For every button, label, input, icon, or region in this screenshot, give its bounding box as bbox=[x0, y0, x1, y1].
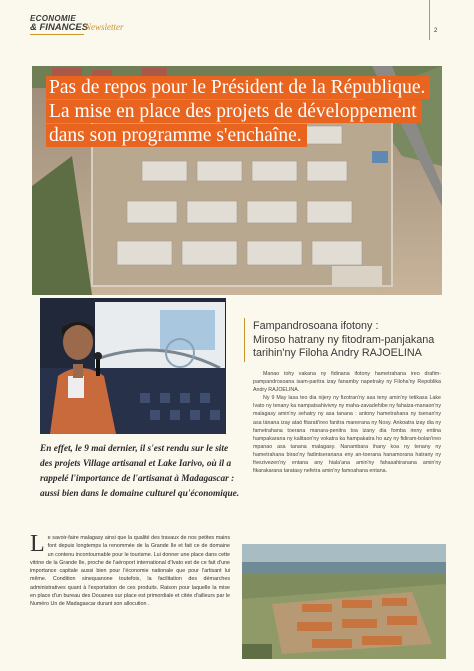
headline-line-1: Pas de repos pour le Président de la République. bbox=[46, 76, 430, 99]
header-divider bbox=[429, 0, 430, 40]
malagasy-title-line-3: tarihin'ny Filoha Andry RAJOELINA bbox=[253, 347, 422, 359]
brand-script: Newsletter bbox=[85, 22, 124, 32]
french-article bbox=[30, 531, 230, 608]
village-aerial-photo bbox=[242, 544, 446, 659]
malagasy-article bbox=[253, 370, 441, 475]
malagasy-paragraph-2: Ny 9 May lasa teo dia nijery ny fizotran'ny asa teny amin'ny tetikasa Lake Ivato ny tenany ka nampatsahivivny ny maha-zavadehibe ny fahaiza-manaon'ny malagasy amin'ny sehatry ny asa tanana : antony hametrahana ny tsenan'ny asa tànana izay ataó fitarati'ireo fanitra manerana ny Nosy. Ankoatra izay dia ny fametrahana toerana manara-penitra toa izany dia fomba ireny entina hampakarana ny kalitaon'ny vokatra ka hampakatra ho azy ny fidiram-bolan'ireo mpanao asa tanana malagasy. Nanambara ihany koa ny tenany ny hametrahana birao'ny fadintseranana eny an-toerana hanamorana hatrany ny fivezivezen'ny entana any hiala'ana amin'ny fahasahiranana amin'ny fikarakarana taratasy nefetra amin'ny famoahana entana. bbox=[253, 395, 441, 475]
french-article-text: e savoir-faire malagasy ainsi que la qualité des travaux de nos petites mains font depuis longtemps la renommée de la Grande Ile et fait ce de domaine un contenu incontournable pour le tourisme. Lui donner une place dans cette vitrine de la Grande Ile, proche de l'aéroport international d'Ivato est de ce fait d'une importance capitale aussi bien pour l'économie nationale que pour l'artisant lui même. Condition sinequanone toutefois, la facilitation des démarches administratives quant à l'exportation de ces produits. Raison pour laquelle la mise en place d'un bureau des Douanes sur place est primordiale et citée d'ailleurs par le Numéro Un de Madagascar durant son allocution . bbox=[30, 535, 230, 607]
headline-line-3: dans son programme s'enchaîne. bbox=[46, 124, 307, 147]
page-number: 2 bbox=[434, 28, 438, 34]
photo-caption: En effet, le 9 mai dernier, il s'est rendu sur le site des projets Village artisanal et Lake Iarivo, où il a rappelé l'importance de l'artisanat à Madagascar : aussi bien dans le domaine culturel qu'économique. bbox=[40, 444, 240, 499]
newsletter-masthead bbox=[30, 14, 160, 38]
malagasy-paragraph-1: Manao tohy vakana ny fidinana ifotony hametrahana ireo drafim-pampandrosoana isam-paritra izay fanamby napetraky ny Filoha'ny Repoblika Andry RAJOELINA. bbox=[253, 371, 441, 394]
malagasy-title bbox=[253, 320, 443, 361]
president-speaking-photo bbox=[40, 298, 226, 434]
masthead-underline bbox=[30, 34, 84, 35]
brand-line1: ECONOMIE bbox=[30, 14, 76, 23]
malagasy-title-line-2: Miroso hatrany ny fitodram-panjakana bbox=[253, 333, 435, 346]
headline-line-2: La mise en place des projets de développement bbox=[46, 100, 422, 123]
drop-cap: L bbox=[30, 531, 45, 557]
title-accent-rule bbox=[244, 318, 245, 362]
brand-line2: & FINANCES bbox=[30, 22, 89, 33]
malagasy-title-line-1: Fampandrosoana ifotony : bbox=[253, 320, 379, 332]
headline bbox=[46, 76, 426, 148]
